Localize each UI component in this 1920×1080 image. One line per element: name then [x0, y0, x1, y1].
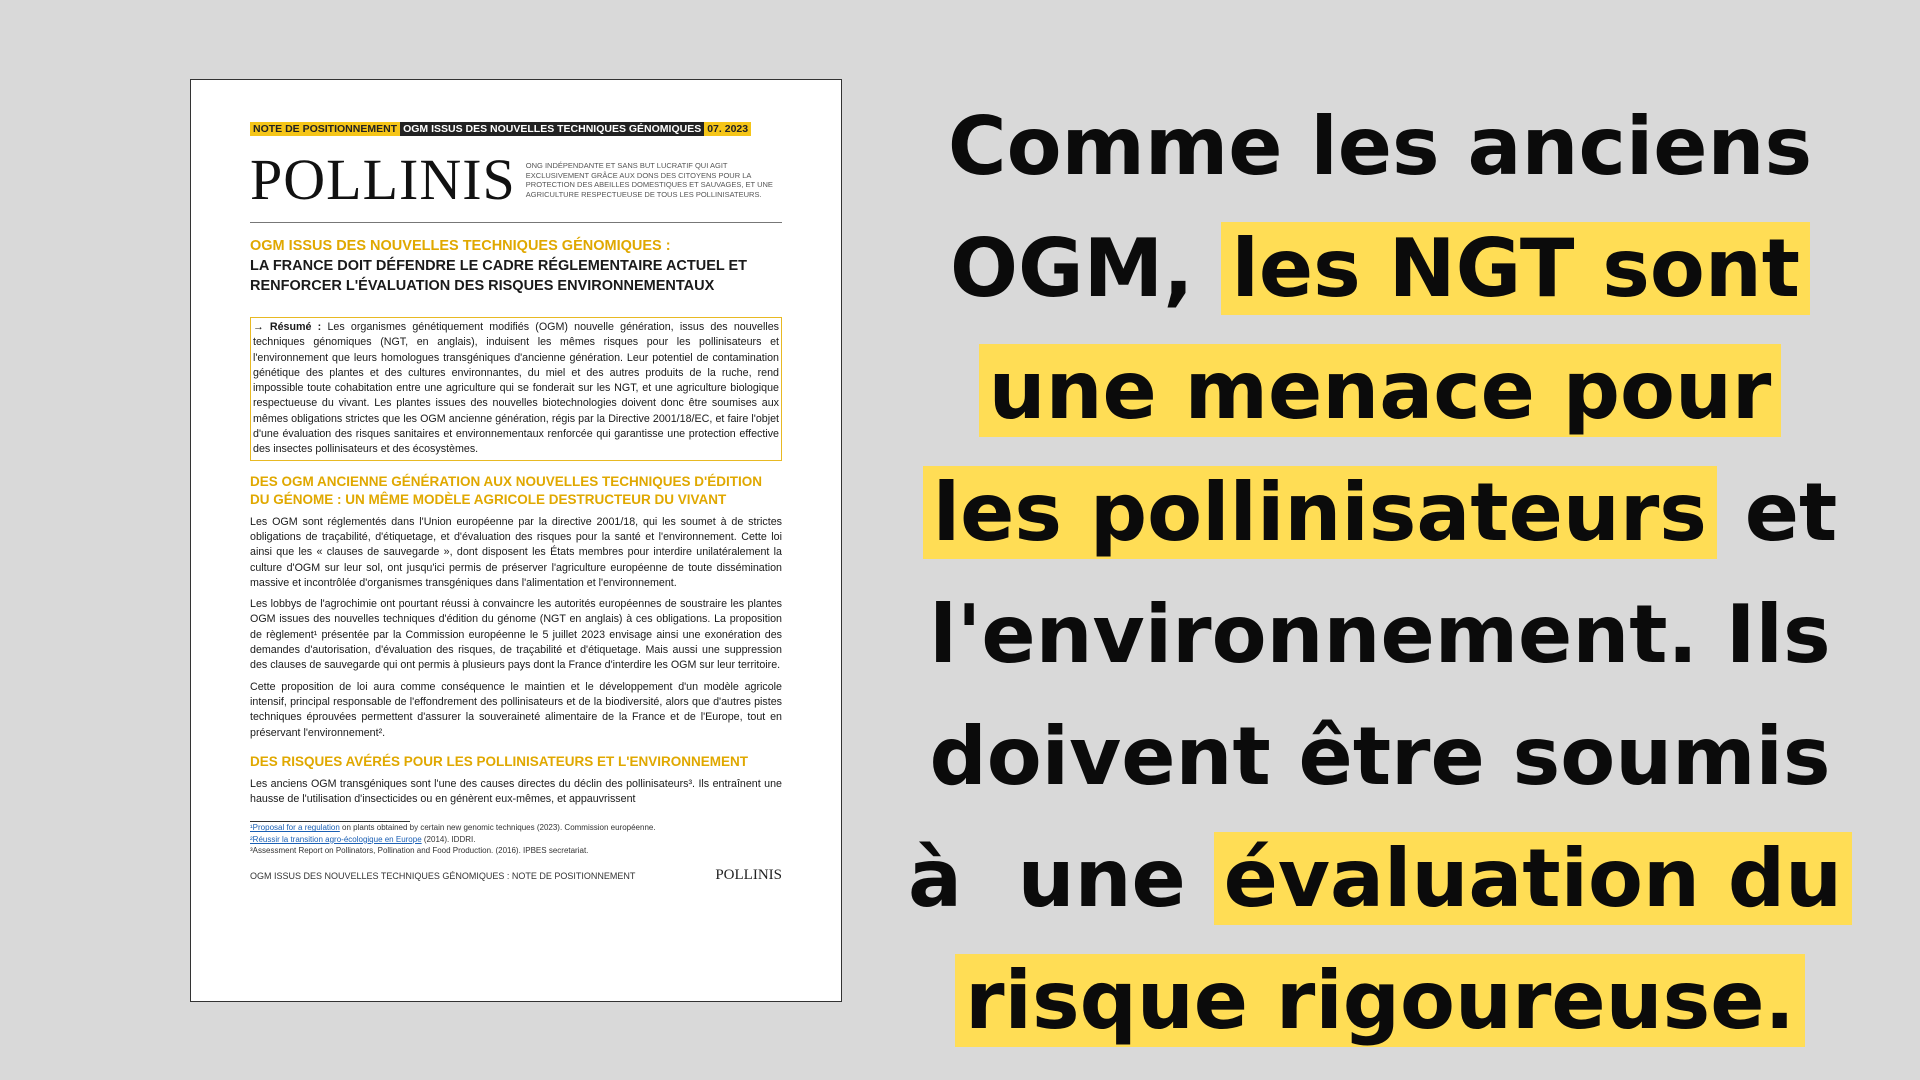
- statement-line-1: [880, 86, 1880, 208]
- statement-line-4b: et: [1716, 466, 1838, 559]
- document-header-bar: [250, 122, 782, 136]
- statement-line-3: [880, 330, 1880, 452]
- logo-row: [250, 147, 782, 223]
- document-title-line2: LA FRANCE DOIT DÉFENDRE LE CADRE RÉGLEMENTAIRE ACTUEL ET RENFORCER L'ÉVALUATION DES RISQUES ENVIRONNEMENTAUX: [250, 258, 748, 294]
- footer-text: OGM ISSUS DES NOUVELLES TECHNIQUES GÉNOMIQUES : NOTE DE POSITIONNEMENT: [250, 870, 636, 881]
- footer-logo: POLLINIS: [715, 867, 782, 884]
- statement-line-2: [880, 208, 1880, 330]
- pollinis-logo: POLLINIS: [250, 147, 516, 212]
- statement-line-6-text: doivent être soumis: [929, 710, 1831, 803]
- statement-line-8: [880, 940, 1880, 1062]
- highlight-menace: une menace pour: [979, 344, 1782, 437]
- header-tag: NOTE DE POSITIONNEMENT: [250, 122, 400, 136]
- paragraph-3: Cette proposition de loi aura comme conséquence le maintien et le développement d'un modèle agricole intensif, principal responsable de l'effondrement des pollinisateurs et de la biodiversité, alors que d'autres pistes techniques éprouvées permettent d'assurer la souveraineté alimentaire de la France et de l'Europe, tout en préservant l'environnement².: [250, 680, 782, 739]
- statement-line-5-text: l'environnement. Ils: [929, 588, 1831, 681]
- footnote-3: ³Assessment Report on Pollinators, Pollination and Food Production. (2016). IPBES secretariat.: [250, 846, 589, 856]
- header-date: 07. 2023: [704, 122, 751, 136]
- document-title-line1: OGM ISSUS DES NOUVELLES TECHNIQUES GÉNOMIQUES :: [250, 238, 671, 254]
- statement-line-7a: à une: [907, 832, 1214, 925]
- statement-line-2a: OGM,: [949, 222, 1222, 315]
- resume-label: → Résumé :: [253, 321, 322, 333]
- resume-box: [250, 317, 782, 461]
- paragraph-2: Les lobbys de l'agrochimie ont pourtant réussi à convaincre les autorités européennes de soustraire les plantes OGM issues des nouvelles techniques d'édition du génome (NGT en anglais) à ces obligations. La proposition de règlement¹ présentée par la Commission européenne le 5 juillet 2023 envisage ainsi une exonération des demandes d'autorisation, d'évaluation des risques, de traçabilité et d'étiquetage. Mais aussi une suppression des clauses de sauvegarde qui ont permis à plusieurs pays dont la France d'interdire les OGM sur leur territoire.: [250, 598, 782, 672]
- document-page: [190, 79, 842, 1002]
- highlight-pollinisateurs: les pollinisateurs: [923, 466, 1717, 559]
- footnote-1-link[interactable]: ¹Proposal for a regulation: [250, 823, 340, 833]
- statement-line-1-text: Comme les anciens: [947, 100, 1813, 193]
- statement-line-7: [880, 818, 1880, 940]
- highlight-risque: risque rigoureuse.: [955, 954, 1805, 1047]
- footnote-2: [250, 834, 782, 845]
- statement-line-4: [880, 452, 1880, 574]
- resume-text: Les organismes génétiquement modifiés (OGM) nouvelle génération, issus des nouvelles techniques génomiques (NGT, en anglais), induisent les mêmes risques pour les pollinisateurs et l'environnement que leurs homologues transgéniques d'ancienne génération. Leur potentiel de contamination génétique des plantes et des cultures environnantes, du miel et des autres produits de la ruche, rend impossible toute cohabitation entre une agriculture qui se fonderait sur les NGT, et une agriculture biologique respectueuse du vivant. Les plantes issues des nouvelles biotechnologies doivent donc être soumises aux mêmes obligations strictes que les OGM ancienne génération, régis par la Directive 2001/18/EC, et faire l'objet d'une évaluation des risques sanitaires et environnementaux renforcée qui garantisse une protection effective des insectes pollinisateurs et des écosystèmes.: [253, 321, 779, 456]
- highlight-evaluation: évaluation du: [1214, 832, 1852, 925]
- statement-text: [880, 86, 1880, 1062]
- section-heading-1: DES OGM ANCIENNE GÉNÉRATION AUX NOUVELLES TECHNIQUES D'ÉDITION DU GÉNOME : UN MÊME MODÈLE AGRICOLE DESTRUCTEUR DU VIVANT: [250, 473, 762, 507]
- highlight-ngt: les NGT sont: [1221, 222, 1810, 315]
- section-heading-2: DES RISQUES AVÉRÉS POUR LES POLLINISATEURS ET L'ENVIRONNEMENT: [250, 753, 749, 769]
- statement-line-6: [880, 696, 1880, 818]
- paragraph-4: Les anciens OGM transgéniques sont l'une des causes directes du déclin des pollinisateurs³. Ils entraînent une hausse de l'utilisation d'insecticides ou en génèrent eux-mêmes, et appauvrissent: [250, 777, 782, 806]
- statement-line-5: [880, 574, 1880, 696]
- footnote-2-link[interactable]: ²Réussir la transition agro-écologique en Europe: [250, 834, 422, 844]
- footnote-1-text: on plants obtained by certain new genomic techniques (2023). Commission européenne.: [339, 823, 656, 833]
- footnote-2-text: (2014). IDDRI.: [421, 834, 476, 844]
- document-footer: [250, 867, 782, 884]
- footnote-1: [250, 822, 782, 833]
- logo-tagline: ONG INDÉPENDANTE ET SANS BUT LUCRATIF QUI AGIT EXCLUSIVEMENT GRÂCE AUX DONS DES CITOYENS POUR LA PROTECTION DES ABEILLES DOMESTIQUES ET SAUVAGES, ET UNE AGRICULTURE RESPECTUEUSE DE TOUS LES POLLINISATEURS.: [525, 161, 773, 199]
- header-topic: OGM ISSUS DES NOUVELLES TECHNIQUES GÉNOMIQUES: [400, 122, 704, 136]
- paragraph-1: Les OGM sont réglementés dans l'Union européenne par la directive 2001/18, qui les soumet à de strictes obligations de traçabilité, d'étiquetage, et d'évaluation des risques pour la santé et l'environnement. Cette loi ainsi que les « clauses de sauvegarde », dont disposent les États membres pour interdire unilatéralement la culture d'OGM sur leur sol, ont jusqu'ici permis de préserver l'agriculture européenne de toute dissémination massive et incontrôlée d'organismes transgéniques dans l'alimentation et l'environnement.: [250, 515, 782, 589]
